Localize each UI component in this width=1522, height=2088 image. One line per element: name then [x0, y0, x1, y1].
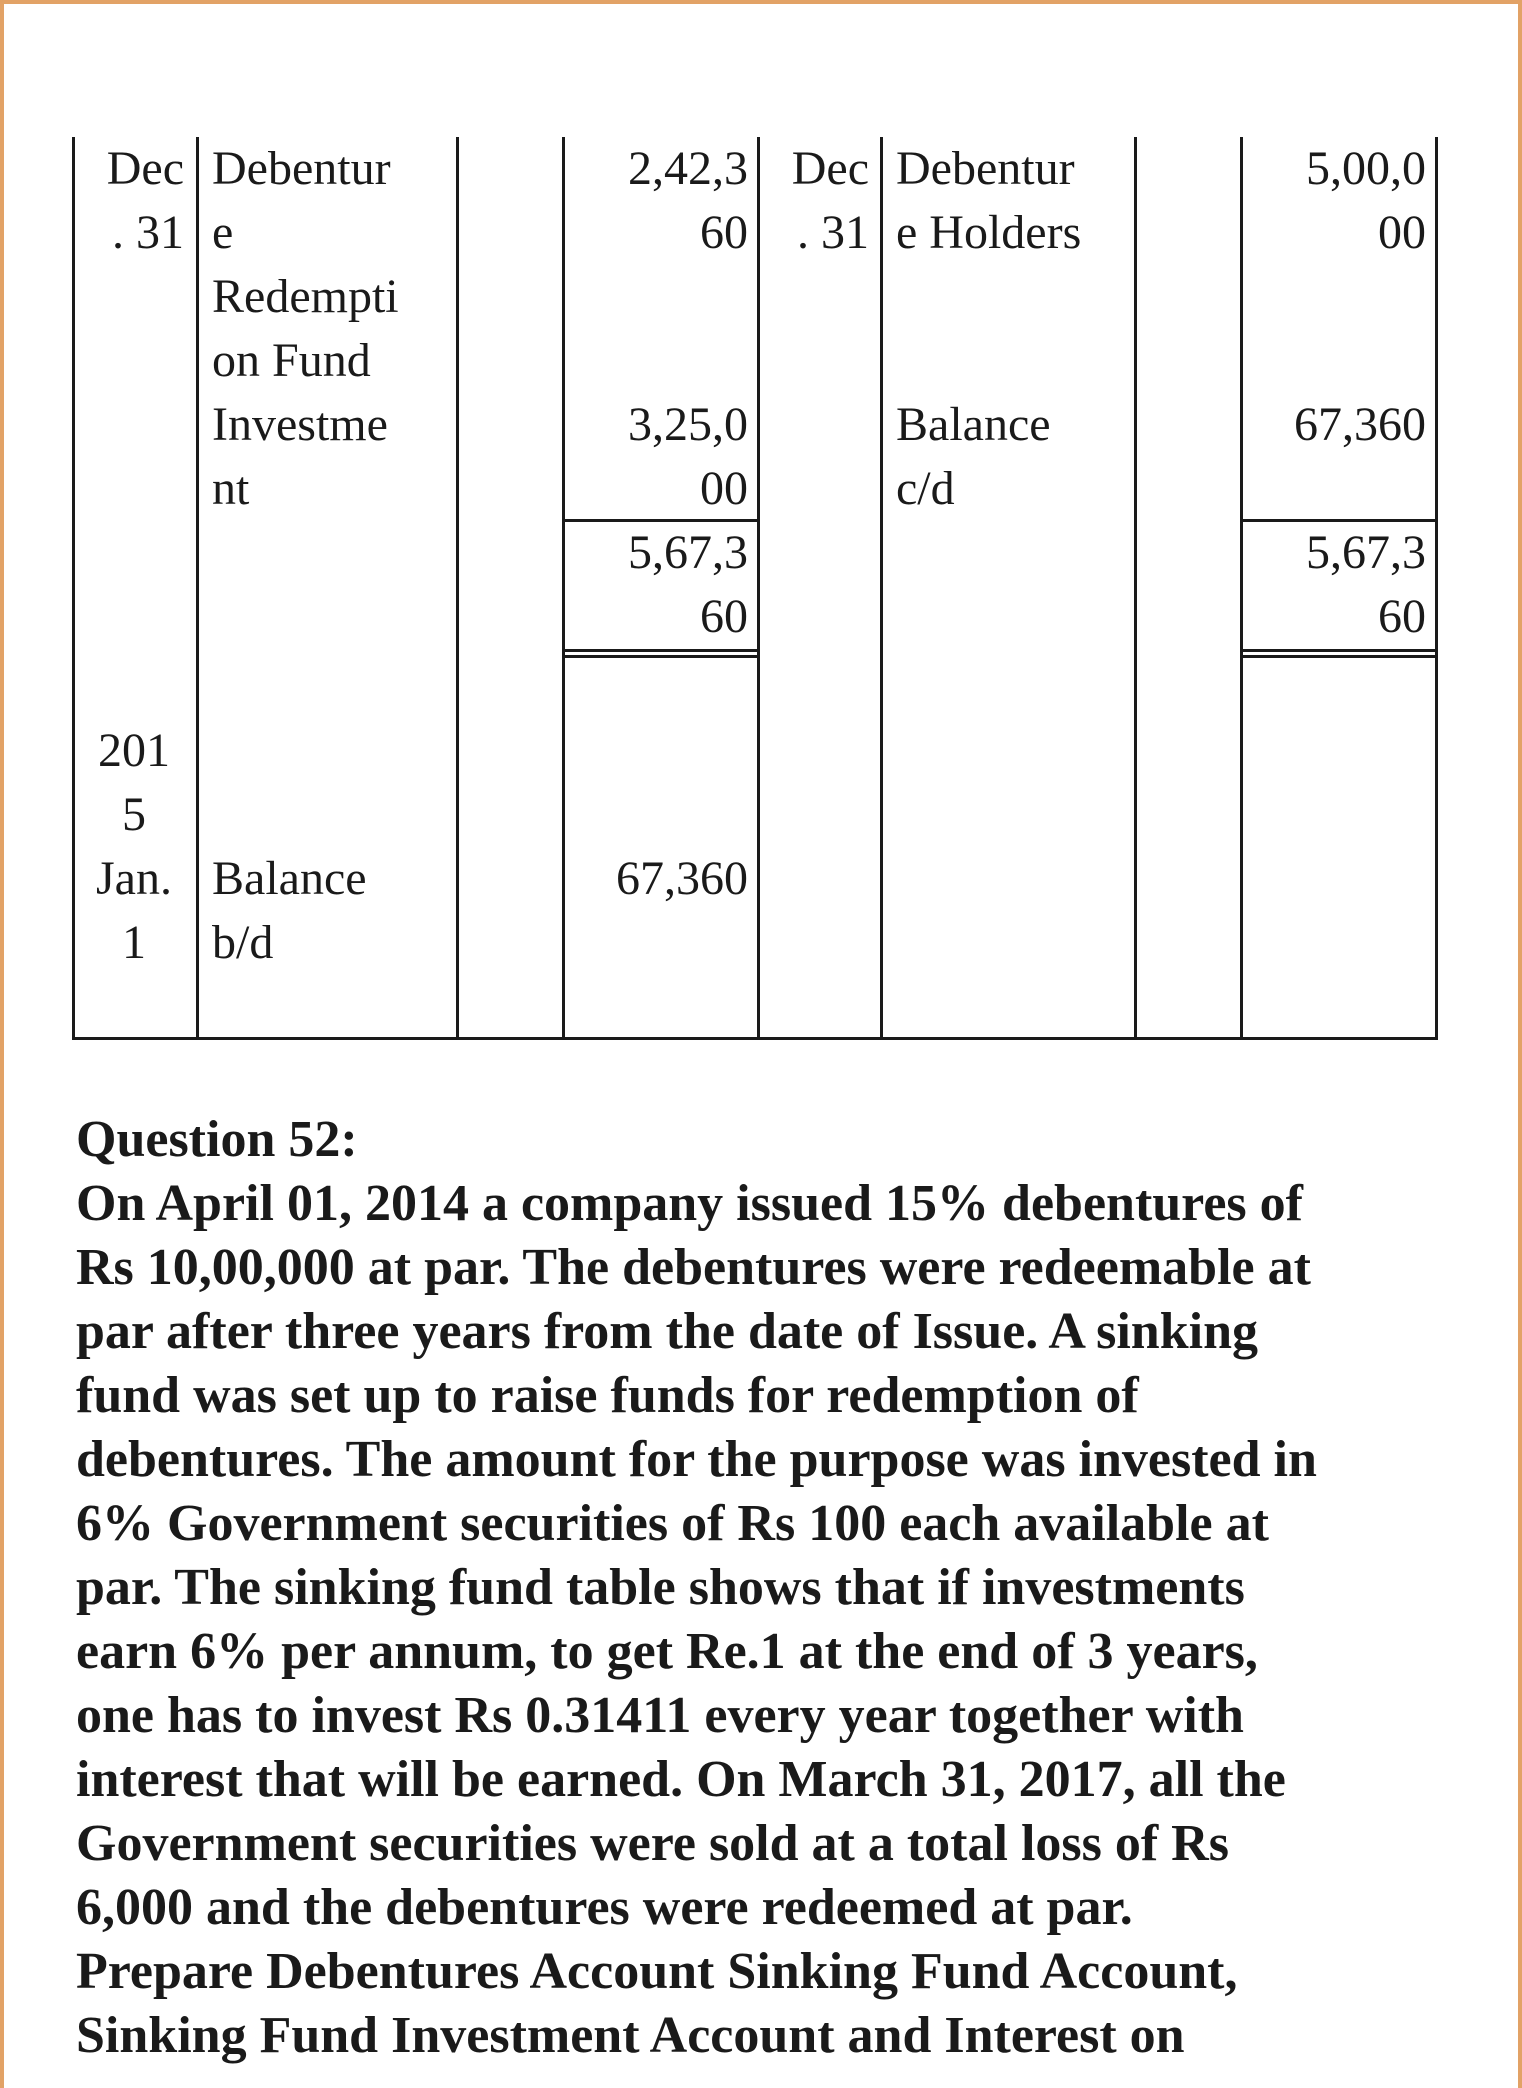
opening-particulars-line-2: b/d: [212, 916, 274, 969]
question-line: debentures. The amount for the purpose was invested in: [76, 1431, 1317, 1488]
question-line: earn 6% per annum, to get Re.1 at the end of 3 years,: [76, 1623, 1258, 1680]
col-divider: [196, 137, 199, 1040]
dr-particulars-line-4: on Fund: [212, 334, 371, 387]
total-rule-bottom-dr-2: [562, 655, 760, 658]
cr-date-line-1: Dec: [791, 142, 869, 195]
dr-total-line-1: 5,67,3: [628, 526, 748, 579]
question-line: Prepare Debentures Account Sinking Fund Account,: [76, 1943, 1238, 2000]
cr-amount-line-3: 67,360: [1294, 398, 1426, 451]
col-divider: [1134, 137, 1137, 1040]
question-line: 6% Government securities of Rs 100 each available at: [76, 1495, 1269, 1552]
total-rule-bottom-dr: [562, 649, 760, 652]
dr-particulars-line-1: Debentur: [212, 142, 391, 195]
opening-date-line-4: 1: [122, 916, 146, 969]
question-line: On April 01, 2014 a company issued 15% debentures of: [76, 1175, 1303, 1232]
question-line: interest that will be earned. On March 31, 2017, all the: [76, 1751, 1286, 1808]
question-line: Government securities were sold at a total loss of Rs: [76, 1815, 1229, 1872]
question-line: one has to invest Rs 0.31411 every year together with: [76, 1687, 1244, 1744]
col-divider: [880, 137, 883, 1040]
total-rule-bottom-cr-2: [1240, 655, 1438, 658]
cr-particulars-line-2: e Holders: [896, 206, 1082, 259]
table-bottom-border: [72, 1037, 1438, 1040]
col-divider: [456, 137, 459, 1040]
dr-amount-line-2: 60: [700, 206, 748, 259]
question-line: par. The sinking fund table shows that if investments: [76, 1559, 1245, 1616]
col-divider: [757, 137, 760, 1040]
cr-amount-line-1: 5,00,0: [1306, 142, 1426, 195]
cr-date-line-2: . 31: [797, 206, 869, 259]
question-line: Sinking Fund Investment Account and Interest on: [76, 2007, 1185, 2064]
dr-date-line-2: . 31: [112, 206, 184, 259]
dr-date-line-1: Dec: [106, 142, 184, 195]
dr-particulars-line-2: e: [212, 206, 234, 259]
question-block: [76, 1108, 1456, 2068]
cr-total-line-2: 60: [1378, 590, 1426, 643]
dr-particulars-line-5: Investme: [212, 398, 388, 451]
cr-amount-line-2: 00: [1378, 206, 1426, 259]
opening-date-line-3: Jan.: [96, 852, 172, 905]
question-line: fund was set up to raise funds for redemption of: [76, 1367, 1139, 1424]
dr-particulars-line-6: nt: [212, 462, 250, 515]
dr-amount-line-3: 3,25,0: [628, 398, 748, 451]
question-line: Rs 10,00,000 at par. The debentures were redeemable at: [76, 1239, 1311, 1296]
cr-total-line-1: 5,67,3: [1306, 526, 1426, 579]
dr-amount-line-1: 2,42,3: [628, 142, 748, 195]
question-line: 6,000 and the debentures were redeemed at par.: [76, 1879, 1133, 1936]
question-line: par after three years from the date of Issue. A sinking: [76, 1303, 1258, 1360]
opening-amount: 67,360: [616, 852, 748, 905]
opening-date-line-1: 201: [98, 724, 170, 777]
dr-particulars-line-3: Redempti: [212, 270, 399, 323]
dr-amount-line-4: 00: [700, 462, 748, 515]
dr-total-line-2: 60: [700, 590, 748, 643]
opening-particulars-line-1: Balance: [212, 852, 367, 905]
opening-date-line-2: 5: [122, 788, 146, 841]
total-rule-bottom-cr: [1240, 649, 1438, 652]
cr-particulars-line-3: Balance: [896, 398, 1051, 451]
col-divider: [1435, 137, 1438, 1040]
cr-particulars-line-1: Debentur: [896, 142, 1075, 195]
ledger-table: [72, 137, 1437, 1040]
cr-particulars-line-4: c/d: [896, 462, 955, 515]
question-title: Question 52:: [76, 1111, 358, 1168]
